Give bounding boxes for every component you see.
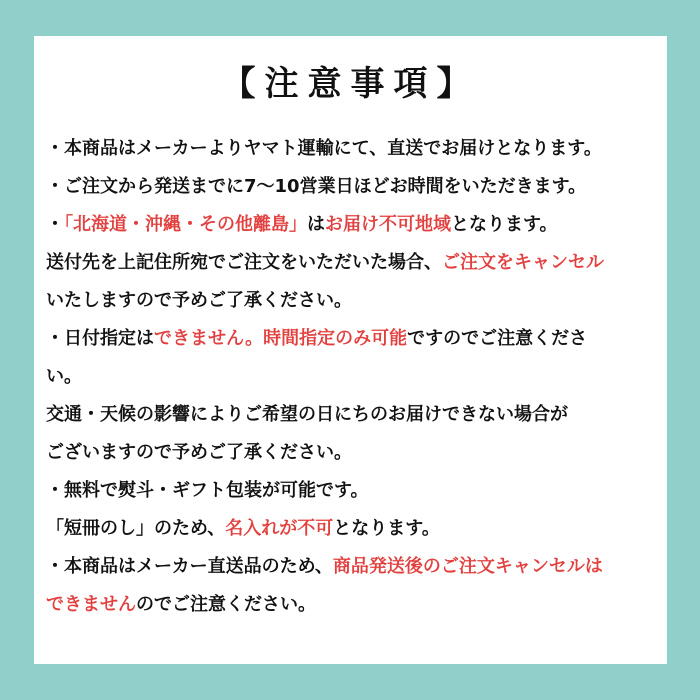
- highlighted-text: お届け不可地域: [325, 214, 451, 235]
- highlighted-text: 「北海道・沖縄・その他離島」: [64, 214, 307, 235]
- notice-line: [46, 282, 661, 320]
- notice-line: [46, 586, 661, 624]
- notice-text: ・ご注文から発送までに7～10営業日ほどお時間をいただきます。: [46, 176, 587, 197]
- notice-line: [46, 130, 661, 168]
- highlighted-text: 名入れが不可: [225, 518, 334, 539]
- notice-line: [46, 206, 661, 244]
- notice-text: のでご注意ください。: [136, 594, 316, 615]
- notice-line: [46, 168, 661, 206]
- notice-text: い。: [46, 366, 82, 387]
- notice-text: は: [307, 214, 325, 235]
- notice-line: [46, 244, 661, 282]
- notice-text: ですのでご注意くださ: [407, 328, 588, 349]
- notice-line: [46, 434, 661, 472]
- notice-line: [46, 472, 661, 510]
- notice-line: [46, 358, 661, 396]
- notice-text: 交通・天候の影響によりご希望の日にちのお届けできない場合が: [46, 404, 568, 425]
- notice-line: [46, 396, 661, 434]
- highlighted-text: ご注文をキャンセル: [442, 252, 604, 273]
- notice-lines: [46, 130, 661, 624]
- notice-text: いたしますので予めご了承ください。: [46, 290, 352, 311]
- notice-text: ・無料で熨斗・ギフト包装が可能です。: [46, 480, 369, 501]
- notice-text: ・: [46, 214, 64, 235]
- notice-text: ・本商品はメーカーよりヤマト運輸にて、直送でお届けとなります。: [46, 138, 602, 159]
- notice-line: [46, 548, 661, 586]
- notice-panel: [34, 36, 667, 664]
- notice-text: 「短冊のし」のため、: [46, 518, 226, 539]
- notice-text: となります。: [333, 518, 440, 539]
- notice-text: 送付先を上記住所宛でご注文をいただいた場合、: [46, 252, 442, 273]
- notice-text: ・本商品はメーカー直送品のため、: [46, 556, 333, 577]
- notice-line: [46, 510, 661, 548]
- page-title: 【注意事項】: [221, 64, 480, 104]
- notice-line: [46, 320, 661, 358]
- highlighted-text: できません。時間指定のみ可能: [154, 328, 408, 349]
- notice-text: ございますので予めご了承ください。: [46, 442, 352, 463]
- highlighted-text: できません: [46, 594, 136, 615]
- highlighted-text: 商品発送後のご注文キャンセルは: [332, 556, 603, 577]
- notice-text: ・日付指定は: [46, 328, 154, 349]
- notice-text: となります。: [451, 214, 558, 235]
